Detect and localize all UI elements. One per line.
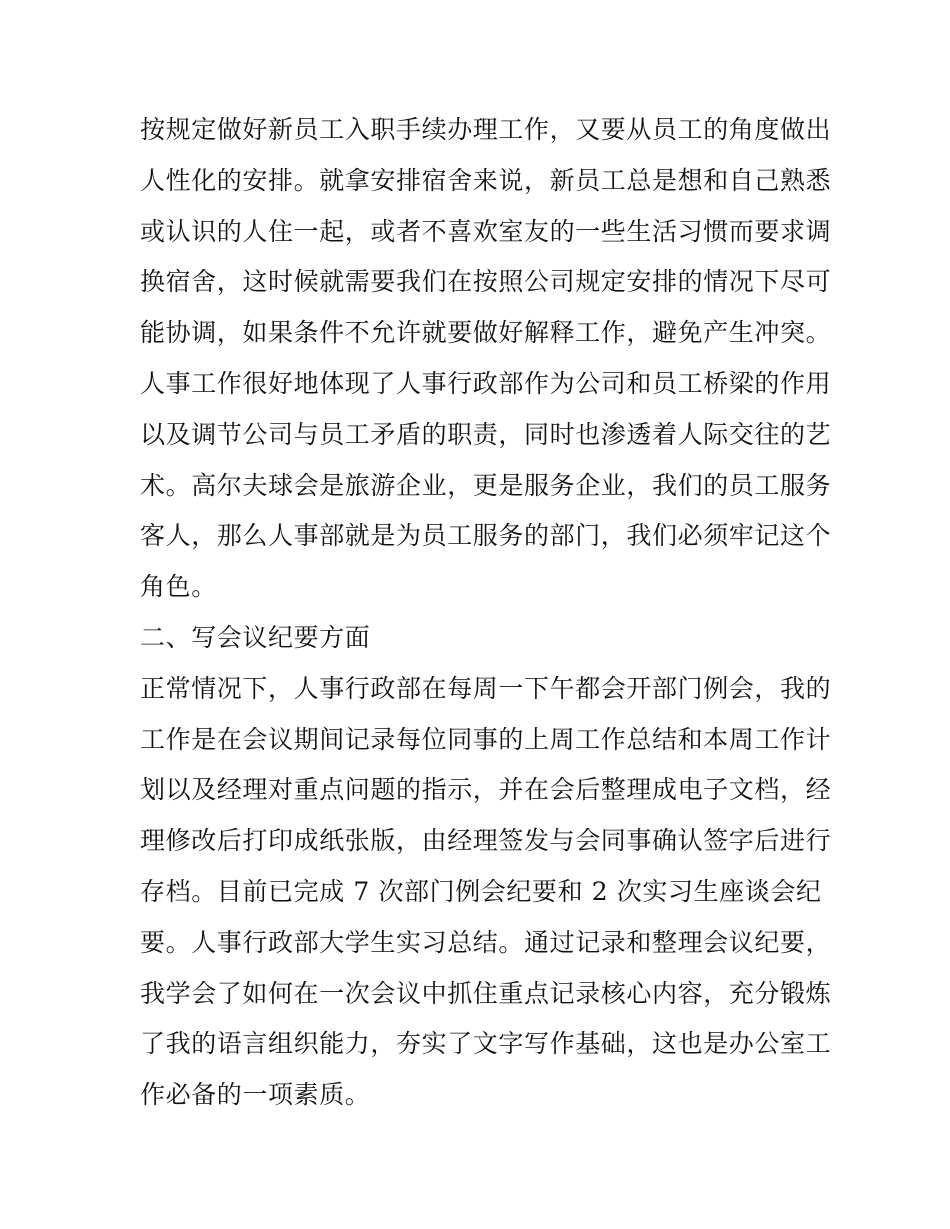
- text-line: 要。人事行政部大学生实习总结。通过记录和整理会议纪要，: [140, 927, 832, 957]
- text-line: 了我的语言组织能力，夯实了文字写作基础，这也是办公室工: [140, 1029, 832, 1059]
- section-heading: 二、写会议纪要方面: [140, 622, 371, 652]
- text-line: 人事工作很好地体现了人事行政部作为公司和员工桥梁的作用: [140, 368, 832, 398]
- text-line: 理修改后打印成纸张版，由经理签发与会同事确认签字后进行: [140, 826, 832, 856]
- text-line: 正常情况下，人事行政部在每周一下午都会开部门例会，我的: [140, 673, 832, 703]
- text-line: 划以及经理对重点问题的指示，并在会后整理成电子文档，经: [140, 775, 832, 805]
- text-line: 人性化的安排。就拿安排宿舍来说，新员工总是想和自己熟悉: [140, 165, 832, 195]
- text-line: 工作是在会议期间记录每位同事的上周工作总结和本周工作计: [140, 724, 832, 754]
- text-line: 或认识的人住一起，或者不喜欢室友的一些生活习惯而要求调: [140, 216, 832, 246]
- text-line: 存档。目前已完成 7 次部门例会纪要和 2 次实习生座谈会纪: [140, 876, 822, 906]
- document-body: [140, 110, 832, 1126]
- text-line: 能协调，如果条件不允许就要做好解释工作，避免产生冲突。: [140, 318, 832, 348]
- text-line: 作必备的一项素质。: [140, 1080, 371, 1110]
- text-line: 按规定做好新员工入职手续办理工作，又要从员工的角度做出: [140, 115, 832, 144]
- text-line: 客人，那么人事部就是为员工服务的部门，我们必须牢记这个: [140, 521, 832, 551]
- text-line: 换宿舍，这时候就需要我们在按照公司规定安排的情况下尽可: [140, 267, 832, 297]
- text-line: 术。高尔夫球会是旅游企业，更是服务企业，我们的员工服务: [140, 470, 832, 500]
- text-line: 角色。: [140, 572, 217, 602]
- text-line: 我学会了如何在一次会议中抓住重点记录核心内容，充分锻炼: [140, 978, 832, 1008]
- text-line: 以及调节公司与员工矛盾的职责，同时也渗透着人际交往的艺: [140, 419, 832, 449]
